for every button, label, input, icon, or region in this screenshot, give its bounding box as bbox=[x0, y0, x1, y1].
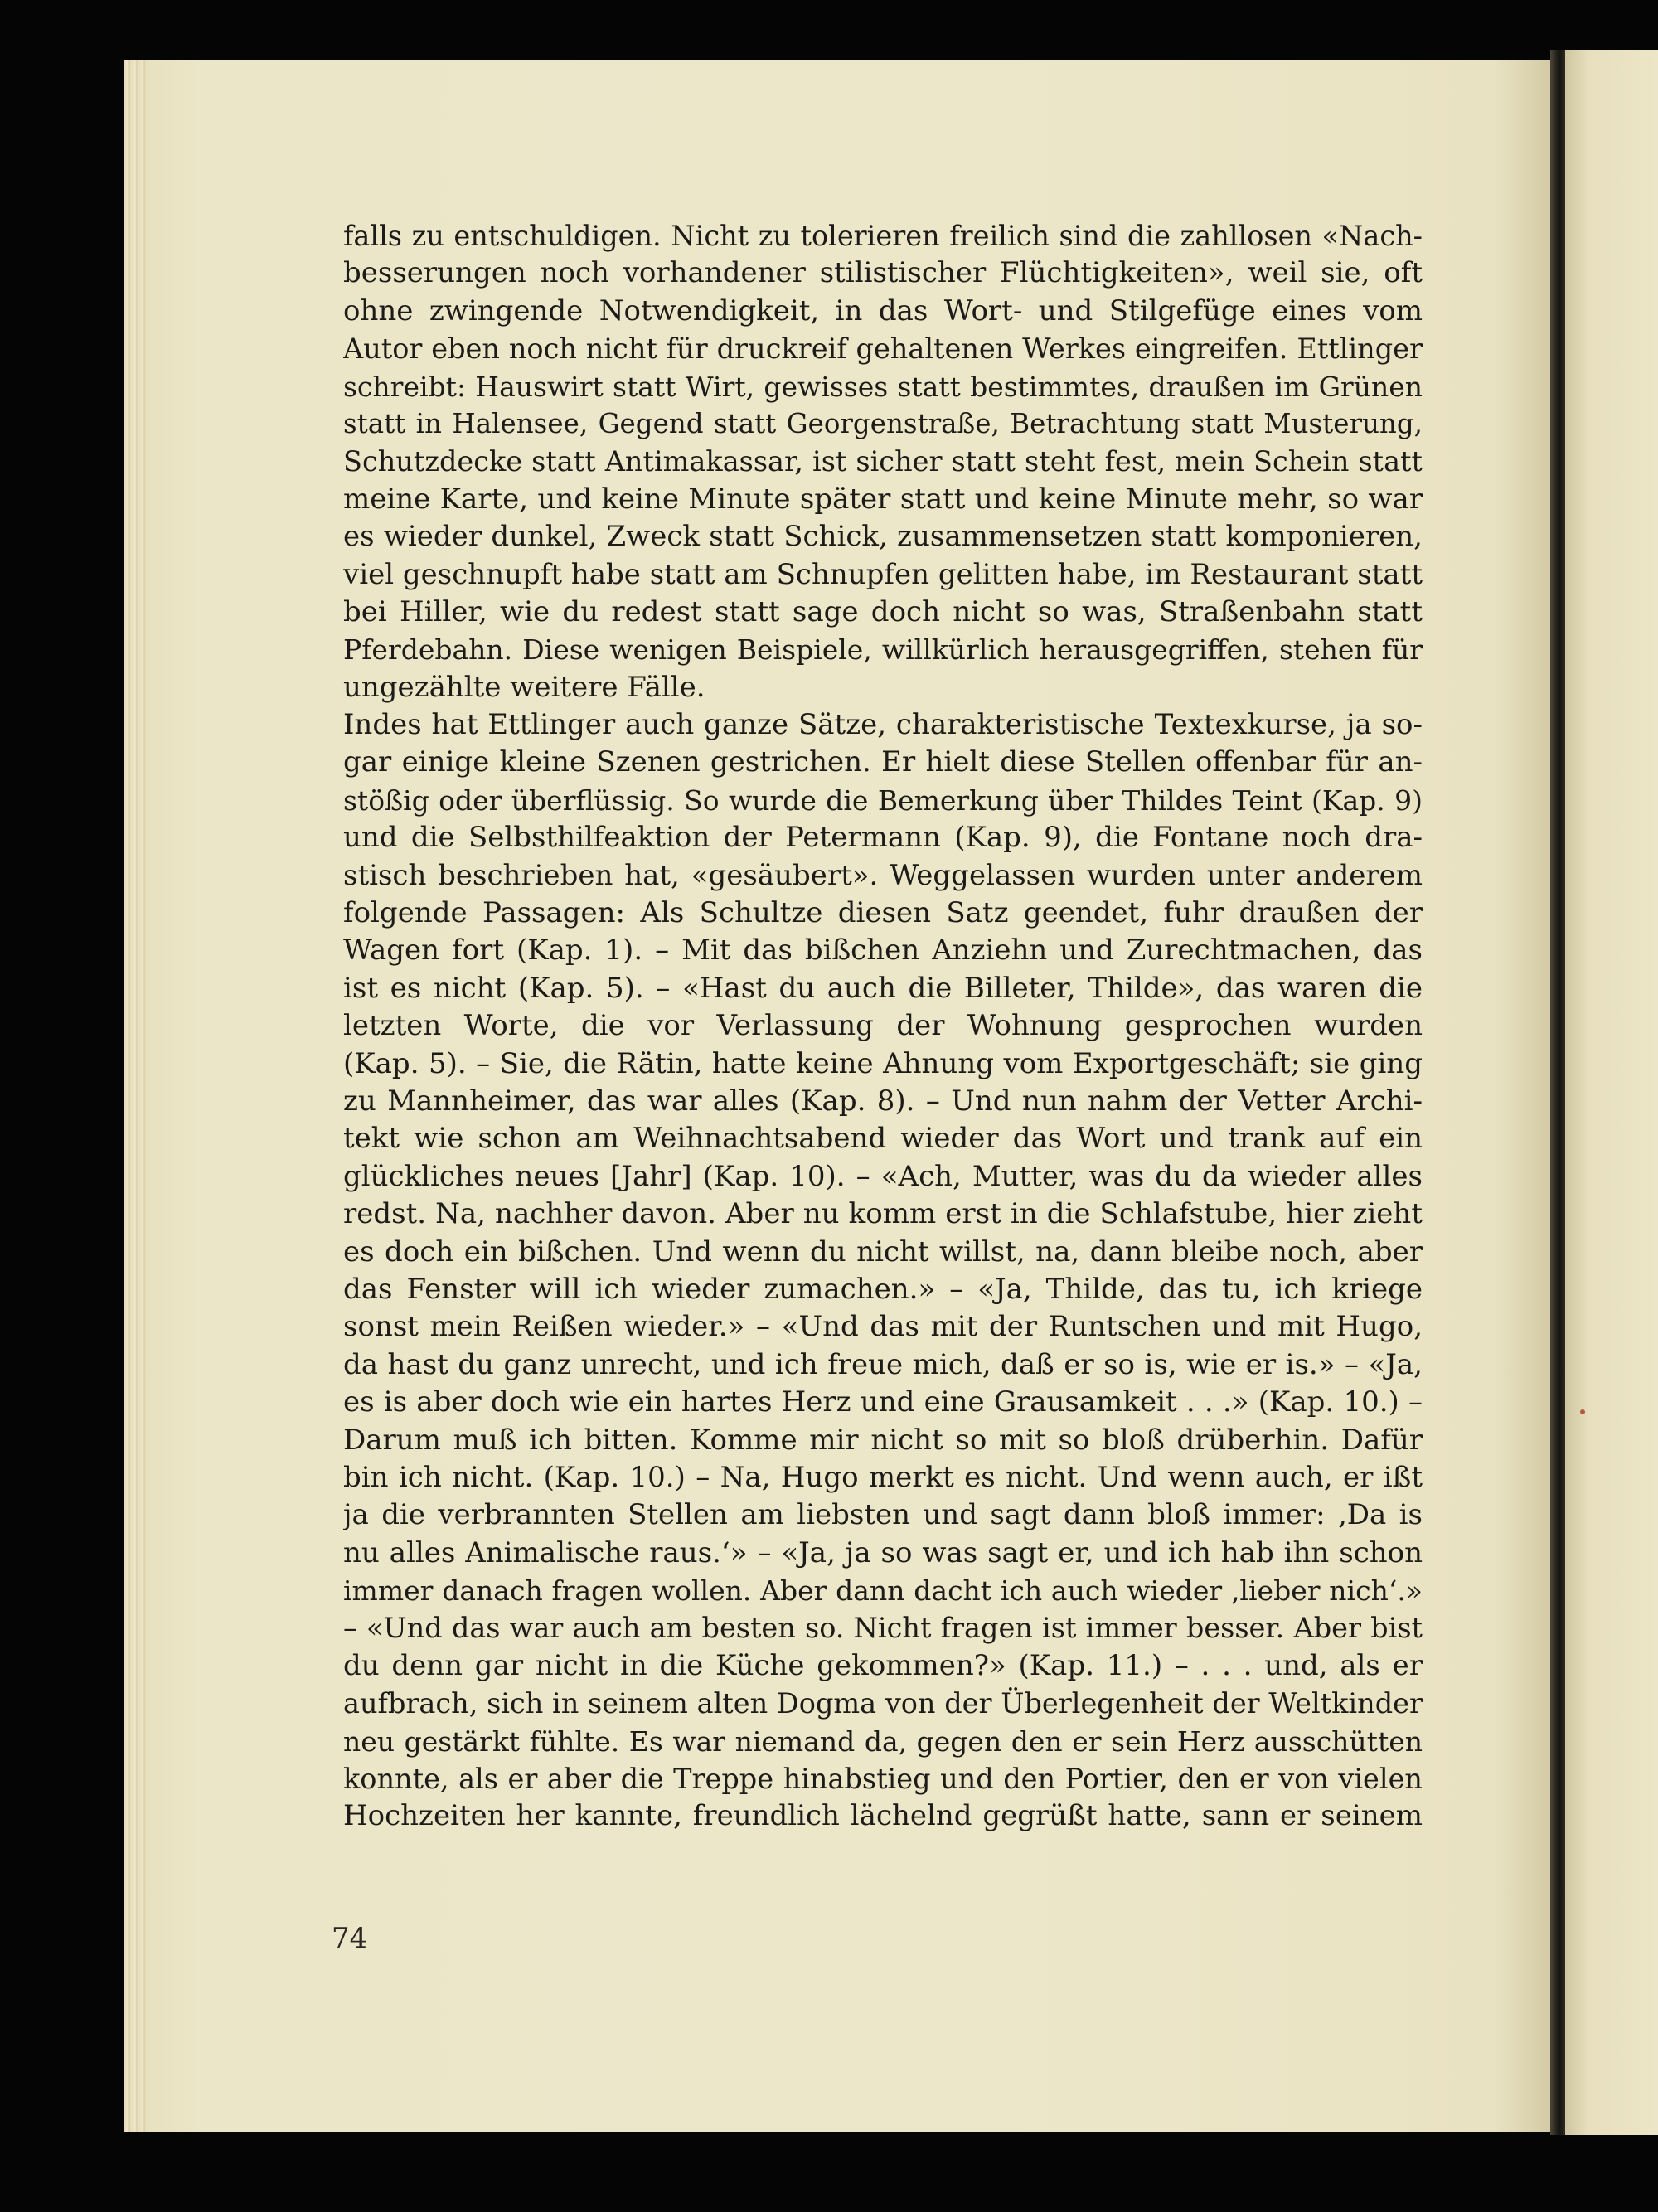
page-number: 74 bbox=[332, 1922, 368, 1955]
text-line: konnte, als er aber die Treppe hinabstieg und den Portier, den er von vielen bbox=[343, 1763, 1423, 1796]
text-line: sonst mein Reißen wieder.» – «Und das mit der Runtschen und mit Hugo, bbox=[343, 1310, 1423, 1344]
text-line: schreibt: Hauswirt statt Wirt, gewisses statt bestimmtes, draußen im Grünen bbox=[343, 370, 1423, 403]
page-mark bbox=[1580, 1409, 1585, 1414]
gutter-shadow bbox=[1550, 50, 1565, 2135]
text-line: stößig oder überflüssig. So wurde die Bemerkung über Thildes Teint (Kap. 9) bbox=[343, 783, 1423, 817]
text-line: immer danach fragen wollen. Aber dann dacht ich auch wieder ‚lieber nich‘.» bbox=[343, 1574, 1423, 1608]
text-line: Pferdebahn. Diese wenigen Beispiele, willkürlich herausgegriffen, stehen für bbox=[343, 633, 1423, 667]
text-line: redst. Na, nachher davon. Aber nu komm erst in die Schlafstube, hier zieht bbox=[343, 1197, 1423, 1231]
text-line: folgende Passagen: Als Schultze diesen Satz geendet, fuhr draußen der bbox=[343, 896, 1423, 930]
text-line: Schutzdecke statt Antimakassar, ist sicher statt steht fest, mein Schein statt bbox=[343, 445, 1423, 478]
text-line: es doch ein bißchen. Und wenn du nicht willst, na, dann bleibe noch, aber bbox=[343, 1235, 1423, 1269]
text-line: aufbrach, sich in seinem alten Dogma von der Überlegenheit der Weltkinder bbox=[343, 1687, 1423, 1720]
text-line: (Kap. 5). – Sie, die Rätin, hatte keine Ahnung vom Exportgeschäft; sie ging bbox=[343, 1046, 1423, 1080]
text-line: zu Mannheimer, das war alles (Kap. 8). – Und nun nahm der Vetter Archi- bbox=[343, 1084, 1423, 1118]
text-line: ungezählte weitere Fälle. bbox=[343, 670, 705, 704]
text-line: da hast du ganz unrecht, und ich freue mich, daß er so is, wie er is.» – «Ja, bbox=[343, 1347, 1423, 1381]
text-line: es is aber doch wie ein hartes Herz und eine Grausamkeit . . .» (Kap. 10.) – bbox=[343, 1385, 1423, 1419]
text-line: Indes hat Ettlinger auch ganze Sätze, charakteristische Textexkurse, ja so- bbox=[343, 708, 1423, 742]
text-line: stisch beschrieben hat, «gesäubert». Weggelassen wurden unter anderem bbox=[343, 858, 1423, 892]
adjacent-page bbox=[1565, 50, 1658, 2135]
text-line: nu alles Animalische raus.‘» – «Ja, ja so was sagt er, und ich hab ihn schon bbox=[343, 1535, 1423, 1569]
text-line: gar einige kleine Szenen gestrichen. Er hielt diese Stellen offenbar für an- bbox=[343, 745, 1423, 779]
text-line: meine Karte, und keine Minute später statt und keine Minute mehr, so war bbox=[343, 482, 1423, 516]
text-line: neu gestärkt fühlte. Es war niemand da, gegen den er sein Herz ausschütten bbox=[343, 1724, 1423, 1758]
text-line: bin ich nicht. (Kap. 10.) – Na, Hugo merkt es nicht. Und wenn auch, er ißt bbox=[343, 1460, 1423, 1494]
text-line: tekt wie schon am Weihnachtsabend wieder das Wort und trank auf ein bbox=[343, 1122, 1423, 1156]
text-line: ohne zwingende Notwendigkeit, in das Wort- und Stilgefüge eines vom bbox=[343, 293, 1423, 327]
text-line: glückliches neues [Jahr] (Kap. 10). – «Ach, Mutter, was du da wieder alles bbox=[343, 1159, 1423, 1193]
text-line: – «Und das war auch am besten so. Nicht fragen ist immer besser. Aber bist bbox=[343, 1612, 1423, 1645]
text-line: Wagen fort (Kap. 1). – Mit das bißchen Anziehn und Zurechtmachen, das bbox=[343, 934, 1423, 968]
text-line: falls zu entschuldigen. Nicht zu tolerieren freilich sind die zahllosen «Nach- bbox=[343, 220, 1423, 252]
text-line: ist es nicht (Kap. 5). – «Hast du auch die Billeter, Thilde», das waren die bbox=[343, 971, 1423, 1005]
text-line: Darum muß ich bitten. Komme mir nicht so mit so bloß drüberhin. Dafür bbox=[343, 1423, 1423, 1457]
text-line: letzten Worte, die vor Verlassung der Wohnung gesprochen wurden bbox=[343, 1009, 1423, 1043]
text-line: statt in Halensee, Gegend statt Georgenstraße, Betrachtung statt Musterung, bbox=[343, 407, 1423, 439]
text-line: und die Selbsthilfeaktion der Petermann (Kap. 9), die Fontane noch dra- bbox=[343, 821, 1423, 855]
text-line: Autor eben noch nicht für druckreif gehaltenen Werkes eingreifen. Ettlinger bbox=[343, 332, 1423, 366]
body-text bbox=[343, 217, 1423, 1836]
text-line: viel geschnupft habe statt am Schnupfen gelitten habe, im Restaurant statt bbox=[343, 557, 1423, 591]
text-line: bei Hiller, wie du redest statt sage doch nicht so was, Straßenbahn statt bbox=[343, 594, 1423, 628]
text-line: du denn gar nicht in die Küche gekommen?» (Kap. 11.) – . . . und, als er bbox=[343, 1648, 1423, 1682]
text-line: besserungen noch vorhandener stilistischer Flüchtigkeiten», weil sie, oft bbox=[343, 256, 1423, 290]
text-line: es wieder dunkel, Zweck statt Schick, zusammensetzen statt komponieren, bbox=[343, 520, 1423, 554]
text-line: Hochzeiten her kannte, freundlich lächelnd gegrüßt hatte, sann er seinem bbox=[343, 1799, 1423, 1833]
text-line: ja die verbrannten Stellen am liebsten und sagt dann bloß immer: ‚Da is bbox=[343, 1498, 1423, 1532]
text-line: das Fenster will ich wieder zumachen.» – «Ja, Thilde, das tu, ich kriege bbox=[343, 1272, 1423, 1306]
